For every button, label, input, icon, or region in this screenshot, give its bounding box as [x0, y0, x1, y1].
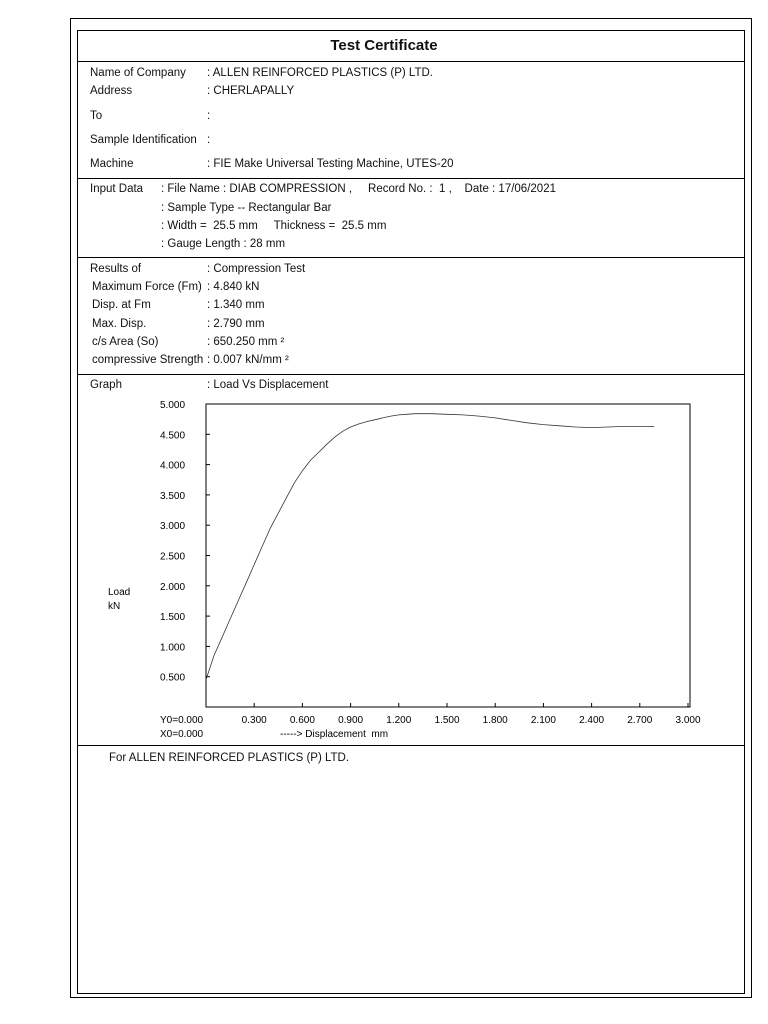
- plot-frame: [206, 404, 690, 707]
- y-tick-label: 0.500: [160, 672, 186, 684]
- divider: [77, 745, 745, 746]
- x-axis-label: -----> Displacement mm: [280, 729, 389, 740]
- x-origin-label: X0=0.000: [160, 729, 204, 740]
- input-gauge-length: : Gauge Length : 28 mm: [161, 238, 286, 250]
- x-tick-label: 2.100: [530, 715, 556, 726]
- input-dimensions: : Width = 25.5 mm Thickness = 25.5 mm: [161, 220, 387, 232]
- x-tick-label: 1.200: [386, 715, 412, 726]
- load-curve: [206, 414, 654, 680]
- disp-at-fm-value: : 1.340 mm: [207, 299, 265, 311]
- y-tick-label: 2.000: [160, 581, 186, 593]
- y-axis-label: Load: [108, 587, 131, 598]
- graph-label: Graph: [90, 379, 122, 391]
- y-tick-label: 4.000: [160, 460, 186, 472]
- y-tick-label: 1.000: [160, 642, 186, 654]
- x-tick-label: 2.700: [627, 715, 653, 726]
- company-name-label: Name of Company: [90, 67, 186, 79]
- footer-signatory: For ALLEN REINFORCED PLASTICS (P) LTD.: [109, 752, 350, 764]
- results-value: : Compression Test: [207, 263, 306, 275]
- y-tick-label: 4.500: [160, 430, 186, 442]
- max-disp-label: Max. Disp.: [92, 318, 147, 330]
- area-label: c/s Area (So): [92, 336, 159, 348]
- max-force-value: : 4.840 kN: [207, 281, 260, 293]
- max-force-label: Maximum Force (Fm): [92, 281, 202, 293]
- y-tick-label: 2.500: [160, 551, 186, 563]
- input-data-label: Input Data: [90, 183, 144, 195]
- y-tick-label: 3.000: [160, 521, 186, 533]
- x-tick-label: 0.900: [338, 715, 364, 726]
- disp-at-fm-label: Disp. at Fm: [92, 299, 151, 311]
- x-tick-label: 2.400: [579, 715, 605, 726]
- to-value: :: [207, 110, 211, 122]
- y-tick-label: 3.500: [160, 490, 186, 502]
- results-label: Results of: [90, 263, 142, 275]
- graph-value: : Load Vs Displacement: [207, 379, 329, 391]
- input-sample-type: : Sample Type -- Rectangular Bar: [161, 202, 332, 214]
- area-value: : 650.250 mm ²: [207, 336, 285, 348]
- x-tick-label: 1.800: [482, 715, 508, 726]
- y-tick-label: 5.000: [160, 400, 186, 411]
- company-name-value: : ALLEN REINFORCED PLASTICS (P) LTD.: [207, 67, 434, 79]
- to-label: To: [90, 110, 103, 122]
- machine-label: Machine: [90, 158, 134, 170]
- page-title: Test Certificate: [330, 37, 438, 54]
- x-tick-label: 0.300: [241, 715, 267, 726]
- sample-id-value: :: [207, 134, 211, 146]
- address-label: Address: [90, 85, 133, 97]
- sample-id-label: Sample Identification: [90, 134, 197, 146]
- input-file-line: : File Name : DIAB COMPRESSION , Record No. : 1 , Date : 17/06/2021: [161, 183, 556, 195]
- address-value: : CHERLAPALLY: [207, 85, 295, 97]
- y-tick-label: 1.500: [160, 612, 186, 624]
- x-ticks: [242, 703, 701, 726]
- y-ticks: [160, 400, 210, 684]
- x-tick-label: 3.000: [675, 715, 701, 726]
- strength-value: : 0.007 kN/mm ²: [207, 354, 289, 366]
- strength-label: compressive Strength: [92, 354, 204, 366]
- machine-value: : FIE Make Universal Testing Machine, UTES-20: [207, 158, 454, 170]
- y-axis-unit: kN: [108, 601, 121, 612]
- y-origin-label: Y0=0.000: [160, 715, 204, 726]
- x-tick-label: 1.500: [434, 715, 460, 726]
- max-disp-value: : 2.790 mm: [207, 318, 265, 330]
- x-tick-label: 0.600: [289, 715, 315, 726]
